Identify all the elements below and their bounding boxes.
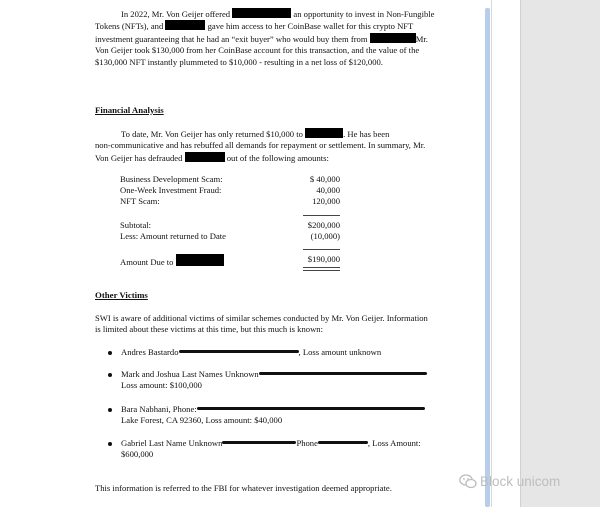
- text: SWI is aware of additional victims of similar schemes conducted by Mr. Von Geijer. Information: [95, 313, 428, 323]
- row-label: Business Development Scam:: [120, 174, 223, 184]
- row-label: Subtotal:: [120, 220, 152, 230]
- table-row: [120, 196, 340, 207]
- list-item: [121, 438, 441, 461]
- other-victims-heading: Other Victims: [95, 290, 148, 300]
- financial-paragraph: [95, 128, 435, 164]
- redaction: [176, 254, 224, 266]
- wechat-icon: [459, 474, 477, 489]
- financial-analysis-heading: Financial Analysis: [95, 105, 164, 115]
- text: Loss amount: $100,000: [121, 380, 202, 391]
- double-rule-bottom: [303, 270, 340, 271]
- text: $130,000 NFT instantly plummeted to $10,000 - resulting in a net loss of $120,000.: [95, 56, 383, 67]
- text: . He has been: [343, 129, 390, 139]
- table-row: [120, 231, 340, 242]
- text: Von Geijer took $130,000 from her CoinBase account for this transaction, and the value of the: [95, 45, 420, 56]
- row-label: One-Week Investment Fraud:: [120, 185, 222, 195]
- row-value: (10,000): [310, 231, 340, 241]
- text: This information is referred to the FBI for whatever investigation deemed appropriate.: [95, 483, 392, 493]
- redaction: [305, 128, 343, 138]
- victims-intro: [95, 313, 435, 336]
- subtotal-rule: [303, 215, 340, 216]
- row-label: Less: Amount returned to Date: [120, 231, 226, 241]
- text: Phone: [296, 438, 318, 448]
- list-item: [121, 404, 441, 427]
- text: Tokens (NFTs), and: [95, 21, 164, 32]
- text: Lake Forest, CA 92360, Loss amount: $40,000: [121, 415, 283, 426]
- watermark: [459, 474, 560, 489]
- row-label: NFT Scam:: [120, 196, 160, 206]
- redaction: [370, 33, 416, 43]
- text: an opportunity to invest in Non-Fungible: [293, 9, 435, 19]
- side-gutter: [491, 0, 521, 507]
- redaction: [185, 152, 225, 162]
- text: In 2022, Mr. Von Geijer offered: [121, 9, 231, 19]
- table-row: [120, 220, 340, 231]
- redaction: [165, 20, 205, 30]
- text: out of the following amounts:: [226, 152, 329, 163]
- row-value: $200,000: [307, 220, 340, 230]
- bullet-icon: [108, 442, 112, 446]
- table-row: [120, 254, 340, 265]
- text: , Loss amount unknown: [298, 347, 382, 357]
- text: Von Geijer has defrauded: [95, 152, 183, 163]
- text: investment guaranteeing that he had an “exit buyer” who would buy them from: [95, 33, 368, 44]
- redaction: [232, 8, 291, 18]
- text: gave him access to her CoinBase wallet for this crypto NFT: [207, 21, 414, 32]
- nft-paragraph: [95, 8, 435, 68]
- row-label: [120, 254, 224, 268]
- text: $600,000: [121, 449, 154, 460]
- text: is limited about these victims at this time, but this much is known:: [95, 324, 323, 335]
- list-item: [121, 347, 441, 358]
- redaction: [179, 350, 299, 353]
- table-row: [120, 174, 340, 185]
- text: Bara Nabhani, Phone:: [121, 404, 197, 414]
- row-value: 40,000: [316, 185, 340, 195]
- row-value: $ 40,000: [309, 174, 340, 184]
- closing-paragraph: [95, 483, 435, 494]
- redaction: [197, 407, 425, 410]
- text: , Loss Amount:: [367, 438, 421, 448]
- redaction: [259, 372, 427, 375]
- table-row: [120, 185, 340, 196]
- watermark-text: Block unicom: [480, 474, 561, 489]
- bullet-icon: [108, 351, 112, 355]
- scrollbar-thumb[interactable]: [485, 8, 490, 507]
- bullet-icon: [108, 408, 112, 412]
- text: non-communicative and has rebuffed all demands for repayment or settlement. In summary, Mr.: [95, 140, 426, 151]
- redaction: [318, 441, 368, 444]
- total-rule: [303, 249, 340, 250]
- bullet-icon: [108, 373, 112, 377]
- double-rule-top: [303, 267, 340, 268]
- redaction: [222, 441, 296, 444]
- text: Mr.: [415, 33, 428, 44]
- text: Amount Due to: [120, 257, 174, 267]
- row-value: 120,000: [312, 196, 340, 206]
- text: To date, Mr. Von Geijer has only returned $10,000 to: [121, 129, 303, 139]
- text: Gabriel Last Name Unknown: [121, 438, 223, 448]
- list-item: [121, 369, 441, 392]
- text: Mark and Joshua Last Names Unknown: [121, 369, 259, 379]
- text: Andres Bastardo: [121, 347, 179, 357]
- row-value: $190,000: [307, 254, 340, 264]
